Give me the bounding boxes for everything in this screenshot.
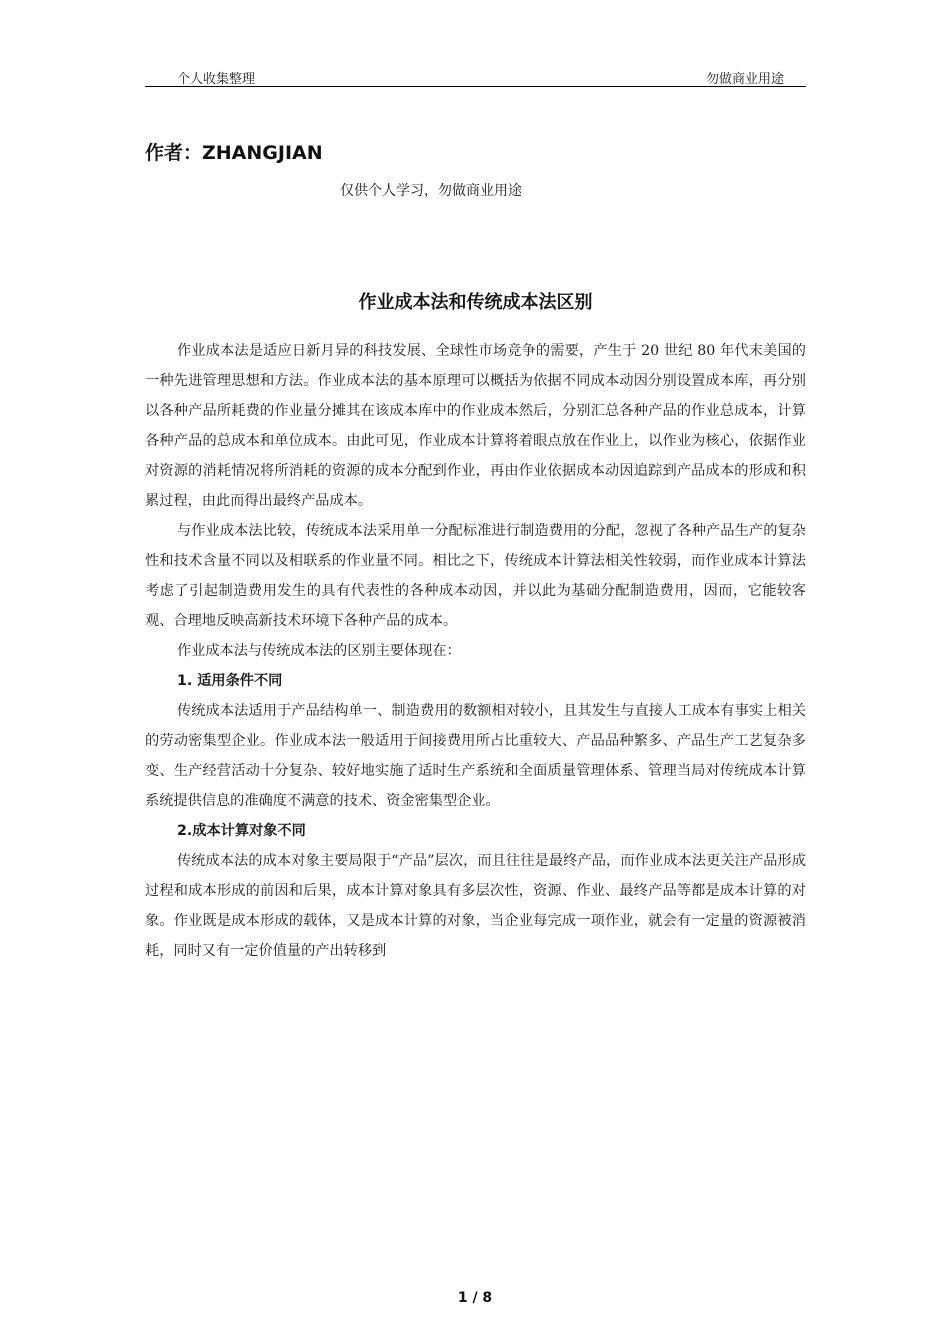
header-left-text: 个人收集整理 xyxy=(177,72,256,87)
paragraph: 与作业成本法比较，传统成本法采用单一分配标准进行制造费用的分配，忽视了各种产品生产的复杂性和技术含量不同以及相联系的作业量不同。相比之下，传统成本计算法相关性较弱，而作业成本计算法考虑了引起制造费用发生的具有代表性的各种成本动因，并以此为基础分配制造费用，因而，它能较客观、合理地反映高新技术环境下各种产品的成本。 xyxy=(145,523,806,629)
paragraph: 传统成本法适用于产品结构单一、制造费用的数额相对较小，且其发生与直接人工成本有事实上相关的劳动密集型企业。作业成本法一般适用于间接费用所占比重较大、产品品种繁多、产品生产工艺复杂多变、生产经营活动十分复杂、较好地实施了适时生产系统和全面质量管理体系、管理当局对传统成本计算系统提供信息的准确度不满意的技术、资金密集型企业。 xyxy=(145,703,806,809)
page-number: 1 / 8 xyxy=(457,1290,493,1306)
document-title: 作业成本法和传统成本法区别 xyxy=(358,292,593,313)
usage-notice: 仅供个人学习，勿做商业用途 xyxy=(340,183,522,199)
paragraph: 作业成本法与传统成本法的区别主要体现在： xyxy=(176,643,461,659)
paragraph: 传统成本法的成本对象主要局限于“产品”层次，而且往往是最终产品，而作业成本法更关注产品形成过程和成本形成的前因和后果，成本计算对象具有多层次性，资源、作业、最终产品等都是成本计算的对象。作业既是成本形成的载体，又是成本计算的对象，当企业每完成一项作业，就会有一定量的资源被消耗，同时又有一定价值量的产出转移到 xyxy=(145,853,806,959)
page-header xyxy=(145,66,806,87)
section-heading: 2.成本计算对象不同 xyxy=(177,823,306,839)
section-heading: 1. 适用条件不同 xyxy=(177,673,283,689)
paragraph: 作业成本法是适应日新月异的科技发展、全球性市场竞争的需要，产生于 20 世纪 80 年代末美国的一种先进管理思想和方法。作业成本法的基本原理可以概括为依据不同成本动因分别设置成本库，再分别以各种产品所耗费的作业量分摊其在该成本库中的作业成本然后，分别汇总各种产品的作业总成本，计算各种产品的总成本和单位成本。由此可见，作业成本计算将着眼点放在作业上，以作业为核心，依据作业对资源的消耗情况将所消耗的资源的成本分配到作业，再由作业依据成本动因追踪到产品成本的形成和积累过程，由此而得出最终产品成本。 xyxy=(145,343,806,509)
document-body xyxy=(145,336,806,966)
author-line: 作者：ZHANGJIAN xyxy=(145,142,323,164)
header-right-text: 勿做商业用途 xyxy=(705,72,784,87)
